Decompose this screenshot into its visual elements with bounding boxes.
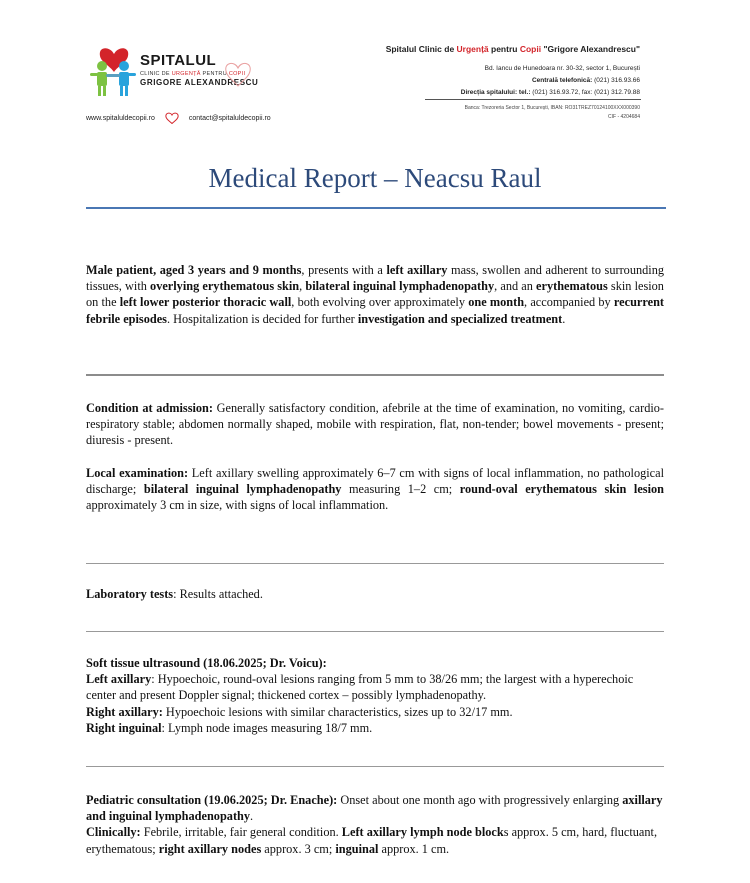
ultrasound-left-axillary: Left axillary: Hypoechoic, round-oval lesions ranging from 5 mm to 38/26 mm; the largest with a hyperechoic center and present Doppler signal; thickened cortex – possibly lymphadenopathy. xyxy=(86,672,634,703)
logo-brand: SPITALUL xyxy=(140,52,217,69)
children-heart-icon xyxy=(86,42,142,102)
section-separator xyxy=(86,374,664,376)
hospital-address: Bd. Iancu de Hunedoara nr. 30-32, sector 1, București xyxy=(484,65,640,72)
pediatric-onset: Pediatric consultation (19.06.2025; Dr. Enache): Onset about one month ago with progressively enlarging axillary and inguinal lymphadenopathy. xyxy=(86,793,663,824)
contact-row xyxy=(86,112,271,124)
report-title: Medical Report – Neacsu Raul xyxy=(208,163,542,193)
heart-outline-icon xyxy=(163,112,181,124)
section-separator xyxy=(86,563,664,564)
section-separator xyxy=(86,766,664,767)
hospital-logo xyxy=(86,42,266,102)
bank-line: Banca: Trezoreria Sector 1, București, IBAN: RO31TREZ70124100XXX000390 xyxy=(464,105,640,111)
intro-paragraph: Male patient, aged 3 years and 9 months, presents with a left axillary mass, swollen and adherent to surrounding tissues, with overlying erythematous skin, bilateral inguinal lymphadenopathy, and an erythematous skin lesion on the left lower posterior thoracic wall, both evolving over approximately one month, accompanied by recurrent febrile episodes. Hospitalization is decided for further investigation and specialized treatment. xyxy=(86,263,664,326)
outline-heart-icon xyxy=(218,60,258,90)
section-separator xyxy=(86,631,664,632)
pediatric-clinical: Clinically: Febrile, irritable, fair general condition. Left axillary lymph node blocks approx. 5 cm, hard, fluctuant, erythematous; right axillary nodes approx. 3 cm; inguinal approx. 1 cm. xyxy=(86,825,658,856)
ultrasound-heading: Soft tissue ultrasound (18.06.2025; Dr. Voicu): xyxy=(86,656,327,670)
logo-name: GRIGORE ALEXANDRESCU xyxy=(140,78,259,87)
admission-paragraph: Condition at admission: Generally satisfactory condition, afebrile at the time of examination, no vomiting, cardio-respiratory stable; abdomen normally shaped, mobile with respiration, flat, non-tender; bowel movements - present; diuresis - present. xyxy=(86,401,665,448)
lab-paragraph: Laboratory tests: Results attached. xyxy=(86,587,263,601)
pediatric-section xyxy=(86,792,664,857)
email-link[interactable]: contact@spitaluldecopii.ro xyxy=(188,114,271,122)
hospital-info xyxy=(386,44,640,99)
logo-subtitle: CLINIC DE URGENȚĂ PENTRU COPII xyxy=(140,71,246,77)
hospital-direction: Direcția spitalului: tel.: (021) 316.93.72, fax: (021) 312.79.88 xyxy=(460,89,640,96)
ultrasound-right-inguinal: Right inguinal: Lymph node images measuring 18/7 mm. xyxy=(86,720,373,735)
ultrasound-right-axillary: Right axillary: Hypoechoic lesions with similar characteristics, sizes up to 32/17 mm. xyxy=(86,704,513,719)
local-exam-paragraph: Local examination: Left axillary swelling approximately 6–7 cm with signs of local inflammation, no pathological discharge; bilateral inguinal lymphadenopathy measuring 1–2 cm; round-oval erythematous skin lesion approximately 3 cm in size, with signs of local inflammation. xyxy=(86,466,665,513)
title-rule xyxy=(86,207,666,209)
ultrasound-section xyxy=(86,655,664,736)
hospital-phone: Centrală telefonică: (021) 316.93.66 xyxy=(531,77,640,84)
cif-line: CIF - 4204684 xyxy=(608,114,640,120)
letterhead-rule xyxy=(425,99,641,100)
hospital-name: Spitalul Clinic de Urgență pentru Copii "Grigore Alexandrescu" xyxy=(385,44,640,54)
bank-info xyxy=(465,104,640,122)
website-link[interactable]: www.spitaluldecopii.ro xyxy=(86,114,155,122)
